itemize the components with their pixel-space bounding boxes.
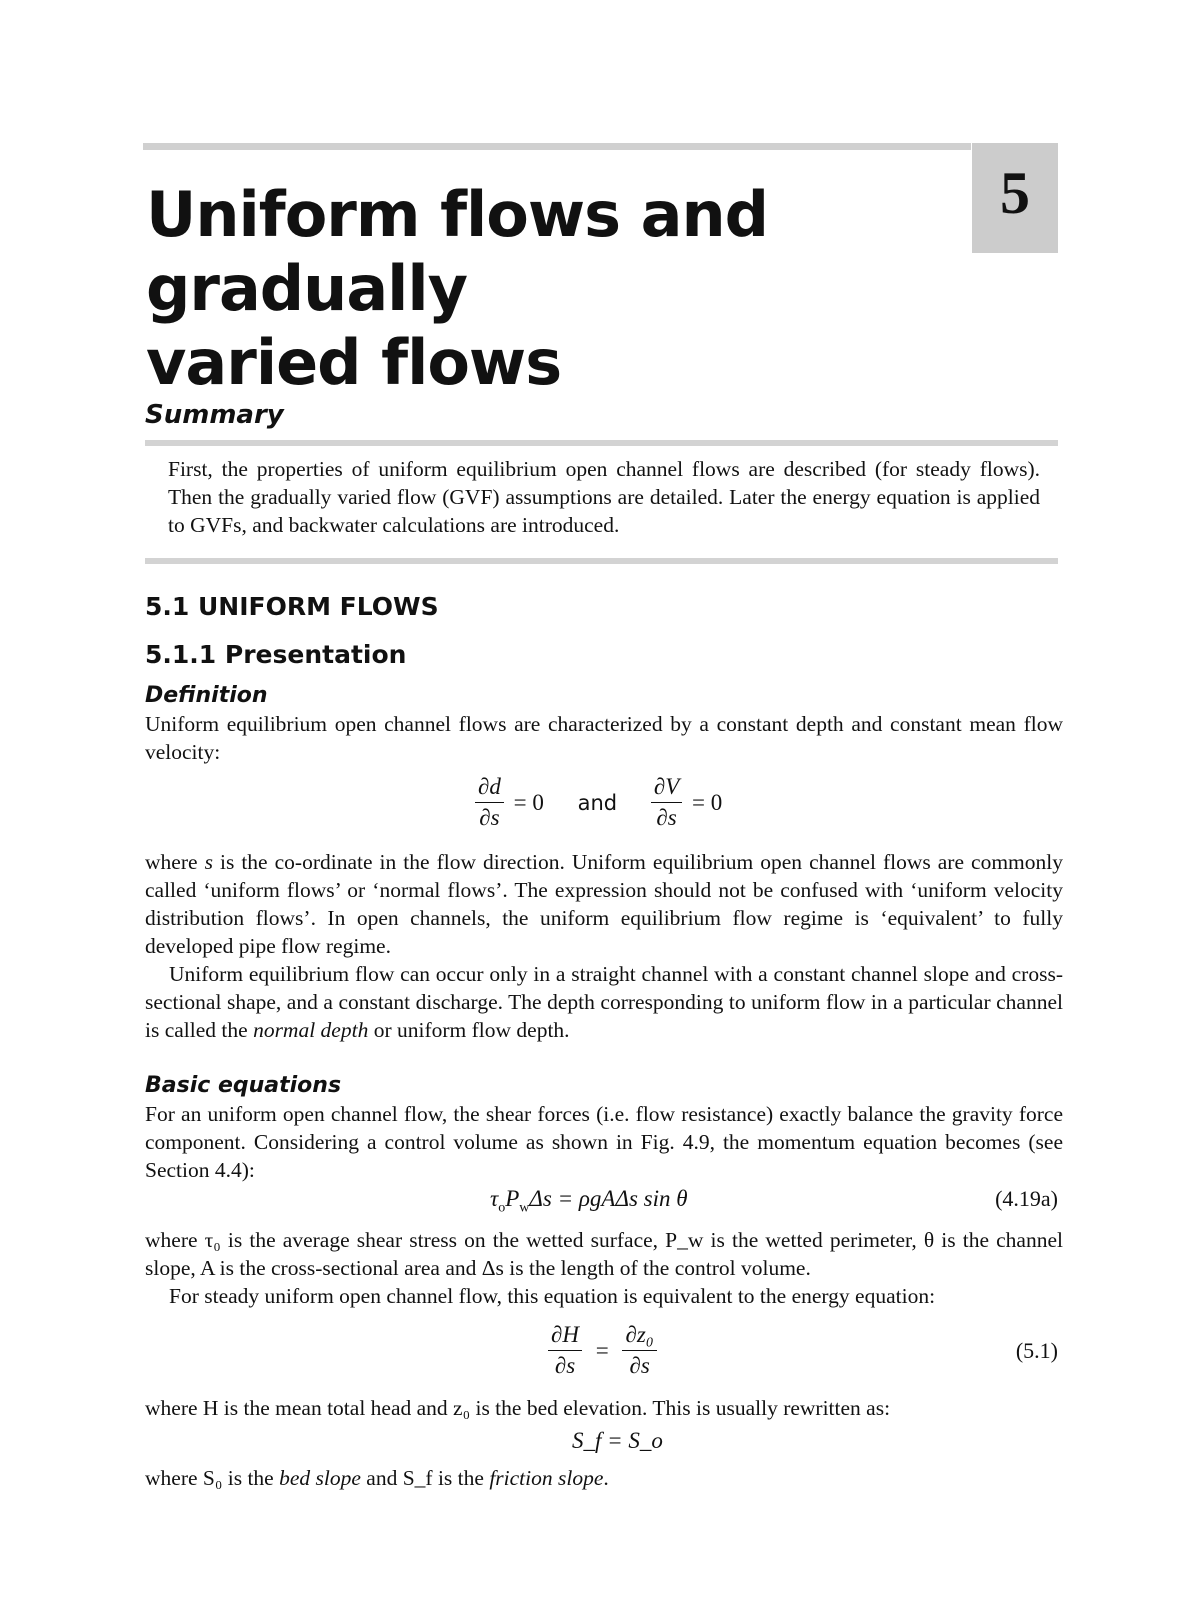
- equation-number-4-19a: (4.19a): [995, 1186, 1058, 1211]
- summary-bottom-rule: [145, 558, 1058, 564]
- definition-heading: Definition: [145, 683, 268, 708]
- equation-5-1: [548, 1322, 657, 1379]
- fraction-dH-ds: $\frac{\partial H}{\partial s}$: [548, 1322, 582, 1379]
- basic-paragraph-2: where τ₀ is the average shear stress on the wetted surface, P_w is the wetted perimeter, θ is the channel slope, A is the cross-sectional area and Δs is the length of the control volume.: [145, 1228, 1063, 1280]
- chapter-title-line1: Uniform flows and gradually: [146, 178, 769, 325]
- basic-paragraph-3: For steady uniform open channel flow, this equation is equivalent to the energy equation:: [169, 1284, 936, 1308]
- summary-top-rule: [145, 440, 1058, 446]
- chapter-title-line2: varied flows: [146, 326, 562, 399]
- equation-friction-slope: S_f = S_o: [572, 1428, 663, 1453]
- equation-4-19a: $\tau_oP_w\Delta s = \rho gA\Delta s$ sin θ: [490, 1186, 688, 1216]
- and-word: and: [577, 790, 618, 815]
- equation-number-5-1: (5.1): [1015, 1338, 1058, 1363]
- basic-paragraph-4: where H is the mean total head and z₀ is the bed elevation. This is usually rewritten as:: [145, 1396, 891, 1420]
- equals-zero-2: = 0: [692, 789, 723, 815]
- chapter-title: [146, 178, 946, 400]
- definition-paragraph-1: where s is the co-ordinate in the flow direction. Uniform equilibrium open channel flows are commonly called ‘uniform flows’ or ‘normal flows’. The expression should not be confused with ‘uniform velocity distribution flows’. In open channels, the uniform equilibrium flow regime is ‘equivalent’ to fully developed pipe flow regime.: [145, 850, 1063, 958]
- equals-zero-1: = 0: [513, 789, 544, 815]
- fraction-dv-ds: $\frac{\partial V}{\partial s}$: [651, 774, 682, 831]
- chapter-number: 5: [1000, 160, 1030, 226]
- summary-text: First, the properties of uniform equilibrium open channel flows are described (for steady flows). Then the gradually varied flow (GVF) assumptions are detailed. Later the energy equation is applied to GVFs, and backwater calculations are introduced.: [168, 457, 1040, 537]
- definition-paragraph-2: Uniform equilibrium flow can occur only in a straight channel with a constant channel slope and cross-sectional shape, and a constant discharge. The depth corresponding to uniform flow in a particular channel is called the normal depth or uniform flow depth.: [145, 962, 1063, 1042]
- subsection-heading: 5.1.1 Presentation: [145, 640, 407, 669]
- definition-intro: Uniform equilibrium open channel flows are characterized by a constant depth and constant mean flow velocity:: [145, 712, 1063, 764]
- equals-sign: =: [595, 1337, 609, 1363]
- fraction-dzo-ds: $\frac{\text{∂z₀}}{\partial s}$: [622, 1322, 656, 1379]
- basic-paragraph-1: For an uniform open channel flow, the shear forces (i.e. flow resistance) exactly balance the gravity force component. Considering a control volume as shown in Fig. 4.9, the momentum equation becomes (see Section 4.4):: [145, 1102, 1063, 1182]
- basic-equations-heading: Basic equations: [145, 1073, 342, 1098]
- basic-paragraph-5: where S₀ is the bed slope and S_f is the friction slope.: [145, 1466, 609, 1490]
- summary-heading: Summary: [145, 400, 284, 430]
- fraction-dd-ds: $\frac{\partial d}{\partial s}$: [475, 774, 504, 831]
- chapter-top-rule: [143, 143, 971, 150]
- equation-uniform-derivatives: [475, 774, 722, 831]
- section-heading: 5.1 UNIFORM FLOWS: [145, 592, 439, 621]
